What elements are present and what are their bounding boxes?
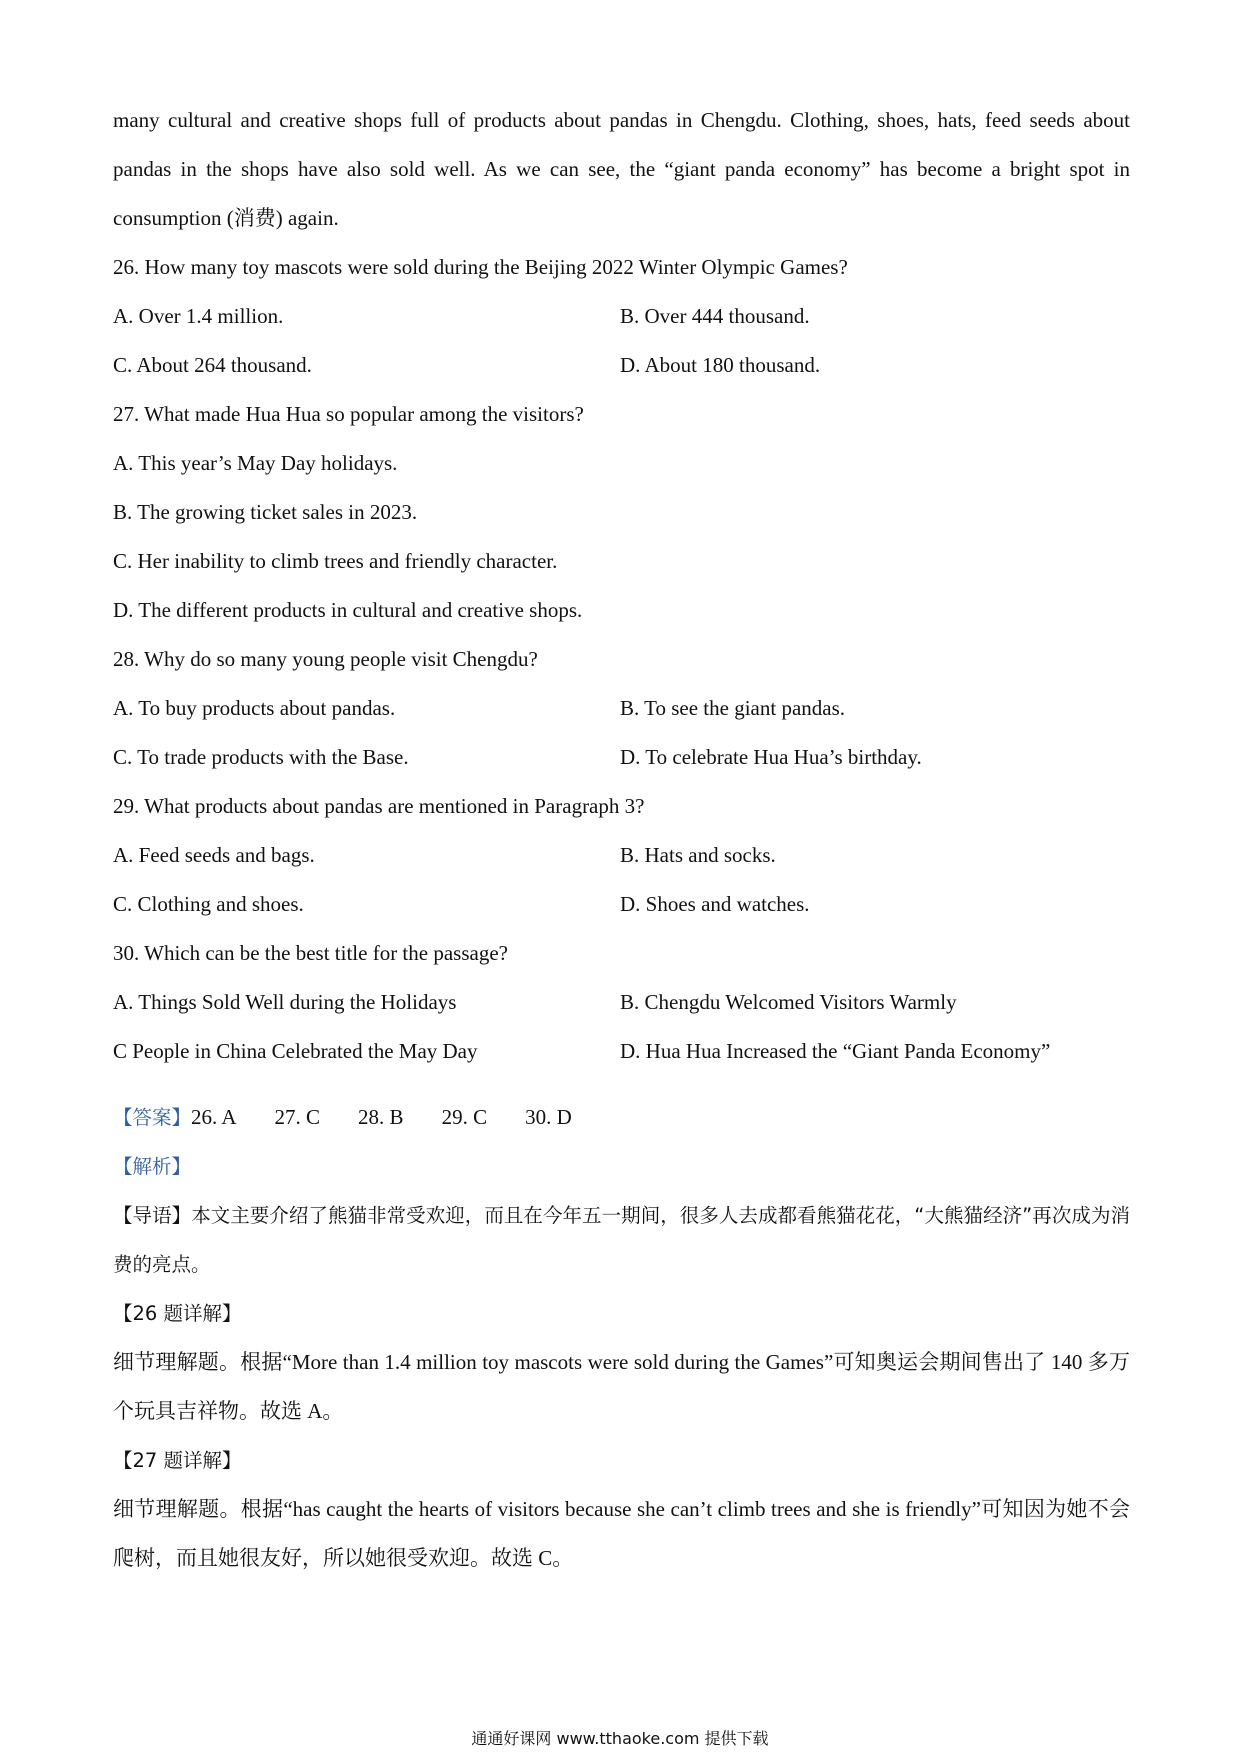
question-29-stem: 29. What products about pandas are mentioned in Paragraph 3? — [113, 794, 645, 818]
question-27-option-a: A. This year’s May Day holidays. — [113, 451, 398, 475]
question-29-options-row-2 — [113, 880, 1130, 929]
answer-label: 【答案】 — [113, 1106, 192, 1129]
question-30-option-d: D. Hua Hua Increased the “Giant Panda Economy” — [620, 1039, 1051, 1063]
question-28-options-row-2 — [113, 733, 1130, 782]
question-26-option-b: B. Over 444 thousand. — [620, 304, 810, 328]
page-footer: 通通好课网 www.tthaoke.com 提供下载 — [471, 1729, 769, 1748]
question-26-stem: 26. How many toy mascots were sold during the Beijing 2022 Winter Olympic Games? — [113, 255, 848, 279]
question-29-option-d: D. Shoes and watches. — [620, 892, 810, 916]
question-28-option-d: D. To celebrate Hua Hua’s birthday. — [620, 745, 922, 769]
q27-detail-label: 【27 题详解】 — [113, 1449, 242, 1472]
question-29-option-c: C. Clothing and shoes. — [113, 892, 304, 916]
answer-29: 29. C — [441, 1105, 488, 1129]
question-28-options-row-1 — [113, 684, 1130, 733]
question-29-options-row-1 — [113, 831, 1130, 880]
passage-paragraph: many cultural and creative shops full of products about pandas in Chengdu. Clothing, shoes, hats, feed seeds about pandas in the shops have also sold well. As we can see, the “giant panda economy” has become a bright spot in consumption (消费) again. — [113, 108, 1130, 230]
question-26-option-a: A. Over 1.4 million. — [113, 304, 284, 328]
answer-27: 27. C — [274, 1105, 321, 1129]
intro-text: 本文主要介绍了熊猫非常受欢迎，而且在今年五一期间，很多人去成都看熊猫花花，“大熊猫经济”再次成为消费的亮点。 — [113, 1204, 1130, 1276]
answer-key — [113, 1093, 1130, 1142]
question-26-option-d: D. About 180 thousand. — [620, 353, 821, 377]
question-28-option-a: A. To buy products about pandas. — [113, 696, 396, 720]
question-26-options-row-1 — [113, 292, 1130, 341]
question-30-options-row-2 — [113, 1027, 1130, 1076]
question-30-stem: 30. Which can be the best title for the passage? — [113, 941, 508, 965]
answer-26: 26. A — [191, 1105, 237, 1129]
answer-30: 30. D — [525, 1105, 572, 1129]
intro-paragraph — [113, 1191, 1130, 1289]
q26-detail-text: 细节理解题。根据“More than 1.4 million toy mascots were sold during the Games”可知奥运会期间售出了 140 多万个玩具吉祥物。故选 A。 — [113, 1350, 1130, 1423]
answer-28: 28. B — [358, 1105, 404, 1129]
q27-detail-text: 细节理解题。根据“has caught the hearts of visitors because she can’t climb trees and she is friendly”可知因为她不会爬树，而且她很友好，所以她很受欢迎。故选 C。 — [113, 1497, 1130, 1570]
page-content — [113, 96, 1130, 1583]
question-28-option-c: C. To trade products with the Base. — [113, 745, 409, 769]
question-30-option-b: B. Chengdu Welcomed Visitors Warmly — [620, 990, 957, 1014]
question-30-options-row-1 — [113, 978, 1130, 1027]
question-27-option-c: C. Her inability to climb trees and friendly character. — [113, 549, 558, 573]
question-27-option-d: D. The different products in cultural and creative shops. — [113, 598, 583, 622]
q26-detail-label: 【26 题详解】 — [113, 1302, 242, 1325]
analysis-label: 【解析】 — [113, 1155, 192, 1178]
question-29-option-b: B. Hats and socks. — [620, 843, 776, 867]
question-27-option-b: B. The growing ticket sales in 2023. — [113, 500, 418, 524]
question-28-stem: 28. Why do so many young people visit Chengdu? — [113, 647, 538, 671]
question-27-stem: 27. What made Hua Hua so popular among the visitors? — [113, 402, 584, 426]
question-29-option-a: A. Feed seeds and bags. — [113, 843, 315, 867]
question-28-option-b: B. To see the giant pandas. — [620, 696, 846, 720]
question-30-option-a: A. Things Sold Well during the Holidays — [113, 990, 457, 1014]
intro-label: 【导语】 — [113, 1204, 192, 1227]
question-30-option-c: C People in China Celebrated the May Day — [113, 1039, 478, 1063]
question-26-option-c: C. About 264 thousand. — [113, 353, 312, 377]
question-26-options-row-2 — [113, 341, 1130, 390]
